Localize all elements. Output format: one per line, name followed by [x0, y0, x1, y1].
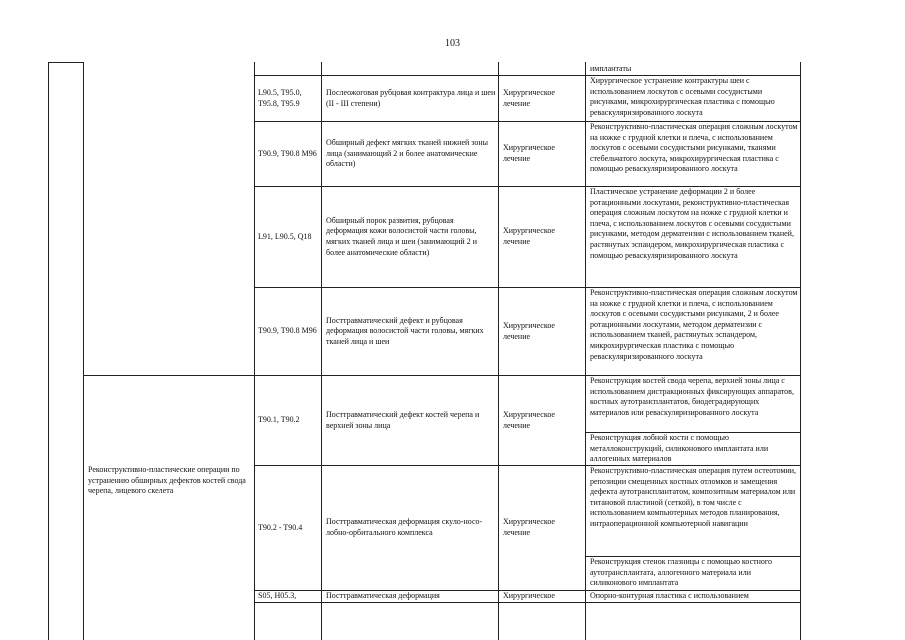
- method-cell: [590, 288, 798, 375]
- treatment-cell: [503, 376, 583, 465]
- diagnosis-text: Послеожоговая рубцовая контрактура лица и шеи (II - III степени): [326, 87, 496, 108]
- method-cell: [590, 76, 798, 121]
- treatment-cell: [503, 591, 583, 602]
- col-divider-codes: [254, 62, 255, 640]
- treatment-cell: [503, 288, 583, 375]
- diagnosis-cell: [326, 288, 496, 375]
- diagnosis-text: Посттравматический дефект и рубцовая деформация волосистой части головы, мягких тканей лица и шеи: [326, 315, 484, 346]
- code-cell: [258, 187, 320, 287]
- page-number: 103: [445, 38, 460, 49]
- method-text: имплантаты: [590, 64, 632, 73]
- diagnosis-text: Посттравматический дефект костей черепа и верхней зоны лица: [326, 409, 480, 430]
- treatment-text: Хирургическое лечение: [503, 320, 555, 341]
- diagnosis-text: Обширный дефект мягких тканей нижней зоны лица (занимающий 2 и более анатомические области): [326, 138, 489, 169]
- treatment-cell: [503, 122, 583, 186]
- section-title: Реконструктивно-пластические операции по устранению обширных дефектов костей свода черепа, лицевого скелета: [88, 465, 246, 496]
- method-text: Реконструктивно-пластическая операция сложным лоскутом на ножке с грудной клетки и плеча, с использованием лоскутов с осевыми сосудистыми рисунками, 2 и более ротационными лоскутами, методом дерматензии с использованием тканей, растянутых эспандером, микрохирургическая пластика с помощью реваскуляризированного лоскута: [590, 288, 798, 361]
- treatment-text: Хирургическое лечение: [503, 143, 555, 163]
- method-cell: [590, 466, 798, 556]
- code-cell: [258, 76, 320, 121]
- table-left-border: [83, 62, 84, 640]
- treatment-cell: [503, 187, 583, 287]
- diagnosis-text: Посттравматическая деформация: [326, 591, 440, 600]
- method-text: Реконструкция лобной кости с помощью металлоконструкций, силиконового имплантата или аллогенных материалов: [590, 433, 769, 464]
- treatment-text: Хирургическое лечение: [503, 409, 555, 430]
- code-text: T90.2 - T90.4: [258, 522, 303, 532]
- diagnosis-cell: [326, 591, 496, 602]
- method-text: Реконструкция стенок глазницы с помощью костного аутотрансплантата, аллогенного материала или силиконового имплантата: [590, 557, 773, 588]
- method-text: Пластическое устранение деформации 2 и более ротационными лоскутами, реконструктивно-пластическая операция сложным лоскутом на ножке с грудной клетки и плеча, с использованием лоскутов с осевыми сосудистыми рисунками, методом дерматензии с использованием тканей, растянутых эспандером, микрохирургическая пластика с помощью реваскуляризированного лоскута: [590, 187, 794, 260]
- treatment-text: Хирургическое лечение: [503, 517, 555, 537]
- treatment-text: Хирургическое: [503, 591, 555, 600]
- method-cell: [590, 591, 798, 602]
- code-cell: [258, 466, 320, 590]
- code-text: L90.5, T95.0, T95.8, T95.9: [258, 87, 302, 108]
- code-text: T90.9, T90.8 M96: [258, 148, 317, 158]
- treatment-text: Хирургическое лечение: [503, 226, 555, 246]
- table-far-left-border: [48, 62, 49, 640]
- table-top-left-stub: [48, 62, 84, 63]
- method-cell: [590, 557, 798, 590]
- method-cell: [590, 187, 798, 287]
- method-text: Реконструктивно-пластическая операция путем остеотомии, репозиции смещенных костных отломков и замещения дефекта аутотрансплантатом, композитным материалом или титановой пластиной (сеткой), в том числе с использованием компьютерных методов планирования, интраоперационной компьютерной навигации: [590, 466, 797, 528]
- method-cell: [590, 376, 798, 432]
- col-divider-treatment: [498, 62, 499, 640]
- diagnosis-cell: [326, 376, 496, 465]
- row-separator: [254, 602, 801, 603]
- treatment-cell: [503, 466, 583, 590]
- method-text: Реконструктивно-пластическая операция сложным лоскутом на ножке с грудной клетки и плеча, с использованием лоскутов с осевыми сосудистыми рисунками, тканями стебельчатого лоскута, микрохирургическая пластика с помощью реваскуляризированного лоскута: [590, 122, 798, 174]
- col-divider-diagnosis: [321, 62, 322, 640]
- method-text: Реконструкция костей свода черепа, верхней зоны лица с использованием дистракционных фиксирующих аппаратов, костных аутотрансплантатов, биодеградирующих материалов или реваскуляризированного лоскута: [590, 376, 794, 417]
- table-row: [590, 64, 798, 76]
- code-cell: [258, 122, 320, 186]
- diagnosis-text: Обширный порок развития, рубцовая деформация кожи волосистой части головы, мягких тканей лица и шеи (занимающий 2 и более анатомические области): [326, 215, 477, 257]
- code-text: T90.9, T90.8 M96: [258, 326, 317, 336]
- treatment-text: Хирургическое лечение: [503, 87, 555, 108]
- diagnosis-cell: [326, 466, 496, 590]
- col-divider-methods: [585, 62, 586, 640]
- diagnosis-cell: [326, 76, 496, 121]
- method-cell: [590, 122, 798, 186]
- code-cell: [258, 376, 320, 465]
- diagnosis-cell: [326, 122, 496, 186]
- table-right-border: [800, 62, 801, 640]
- code-cell: [258, 288, 320, 375]
- treatment-cell: [503, 76, 583, 121]
- code-text: T90.1, T90.2: [258, 415, 300, 425]
- method-text: Опорно-контурная пластика с использованием: [590, 591, 749, 600]
- method-cell: [590, 433, 798, 465]
- code-text: S05, H05.3,: [258, 591, 297, 600]
- diagnosis-text: Посттравматическая деформация скуло-носо-лобно-орбитального комплекса: [326, 517, 483, 537]
- method-text: Хирургическое устранение контрактуры шеи с использованием лоскутов с осевыми сосудистыми рисунками, микрохирургическая пластика с помощью реваскуляризированного лоскута: [590, 76, 775, 117]
- code-cell: [258, 591, 320, 602]
- diagnosis-cell: [326, 187, 496, 287]
- code-text: L91, L90.5, Q18: [258, 231, 312, 241]
